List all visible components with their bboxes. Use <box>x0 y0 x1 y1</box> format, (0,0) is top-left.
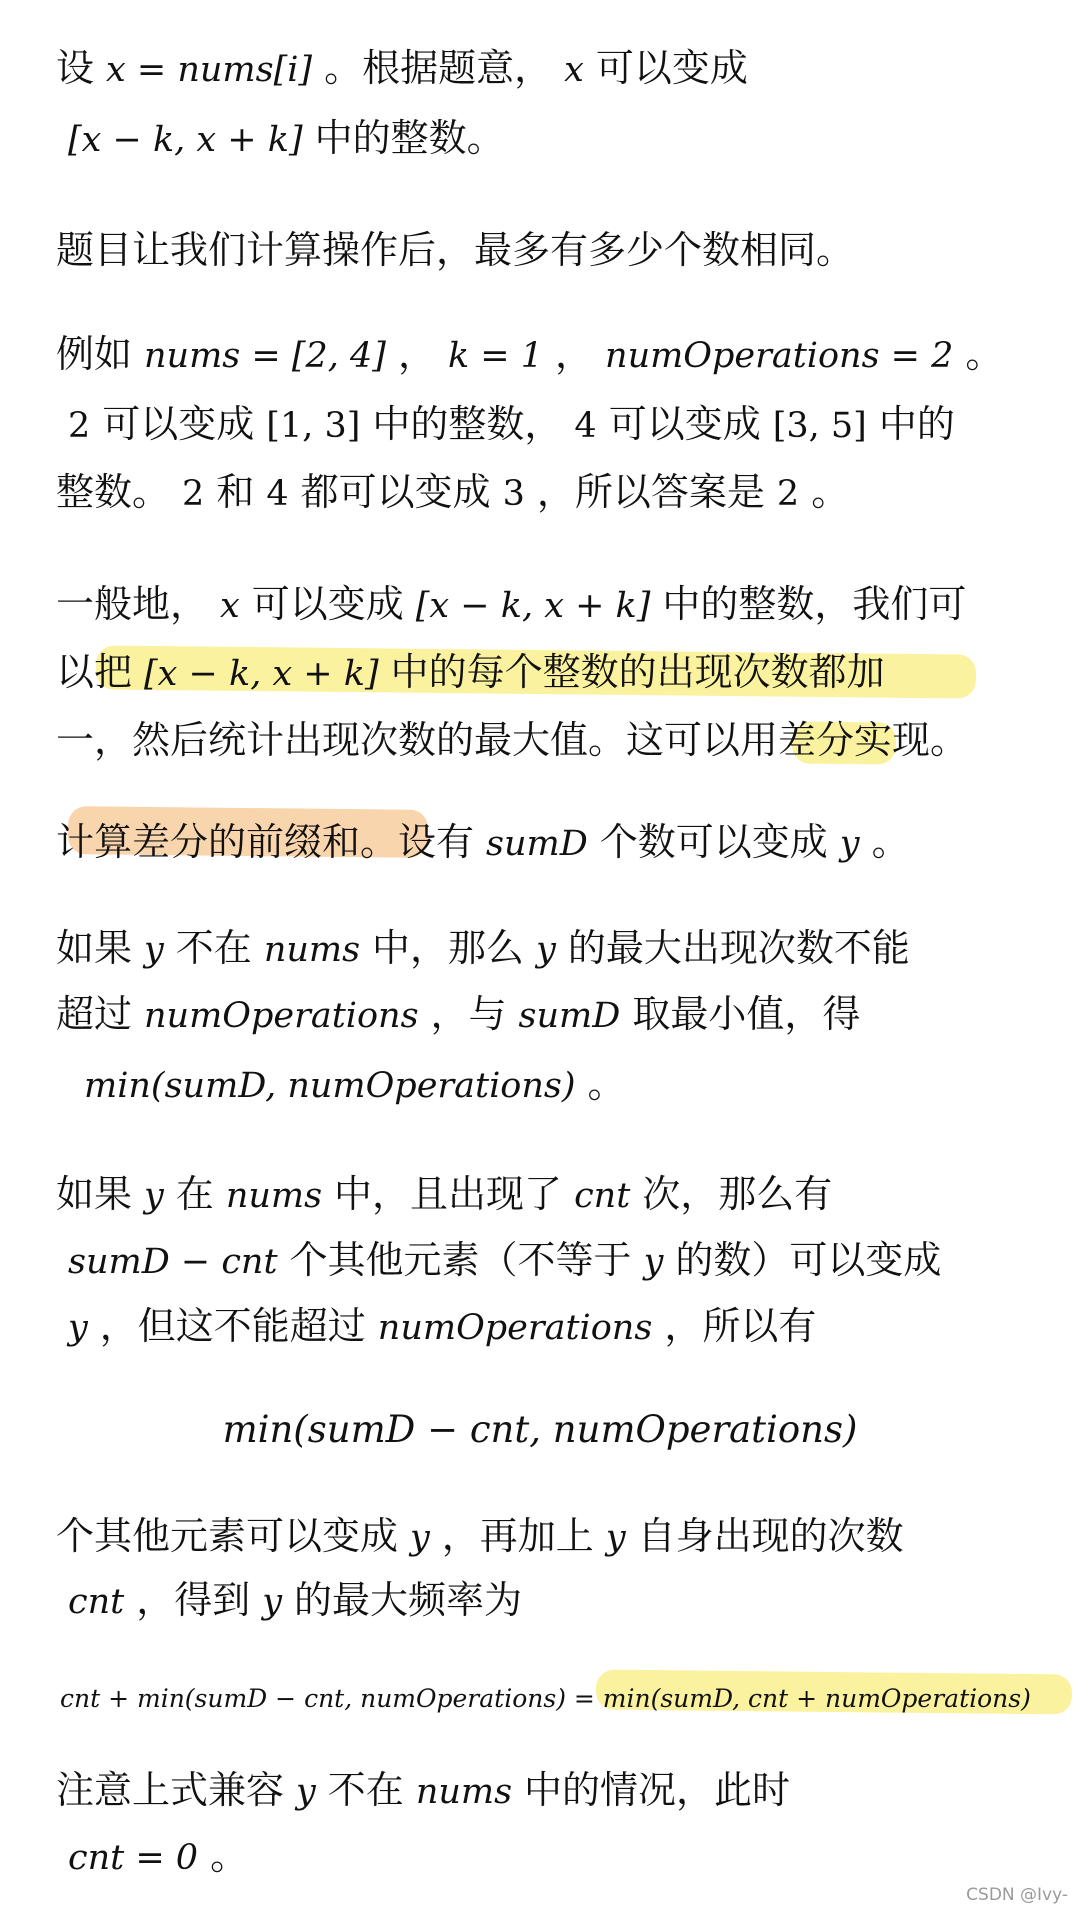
paragraph-line-4: 例如 nums = [2, 4] ， k = 1 ， numOperations = 2 。 <box>56 332 1004 376</box>
paragraph-line-18: 个其他元素可以变成 y ，再加上 y 自身出现的次数 <box>56 1514 904 1558</box>
paragraph-line-16: y ，但这不能超过 numOperations ，所以有 <box>68 1304 817 1348</box>
paragraph-line-12: 超过 numOperations ，与 sumD 取最小值，得 <box>56 992 861 1036</box>
display-equation-1: min(sumD − cnt, numOperations) <box>222 1408 858 1451</box>
paragraph-line-19: cnt ，得到 y 的最大频率为 <box>68 1578 523 1622</box>
paragraph-line-15: sumD − cnt 个其他元素（不等于 y 的数）可以变成 <box>68 1238 942 1282</box>
paragraph-line-13: min(sumD, numOperations) 。 <box>84 1062 626 1106</box>
paragraph-line-1: 设 x = nums[i] 。根据题意， x 可以变成 <box>56 46 748 90</box>
paragraph-line-6: 整数。 2 和 4 都可以变成 3 ，所以答案是 2 。 <box>56 470 850 514</box>
paragraph-line-8: 以把 [x − k, x + k] 中的每个整数的出现次数都加 <box>56 650 885 694</box>
paragraph-line-11: 如果 y 不在 nums 中，那么 y 的最大出现次数不能 <box>56 926 910 970</box>
paragraph-line-5: 2 可以变成 [1, 3] 中的整数， 4 可以变成 [3, 5] 中的 <box>68 402 955 446</box>
paragraph-line-2: [x − k, x + k] 中的整数。 <box>68 116 505 160</box>
paragraph-line-3: 题目让我们计算操作后，最多有多少个数相同。 <box>56 228 855 272</box>
paragraph-line-22: cnt = 0 。 <box>68 1834 249 1878</box>
paragraph-line-21: 注意上式兼容 y 不在 nums 中的情况，此时 <box>56 1768 791 1812</box>
paragraph-line-14: 如果 y 在 nums 中，且出现了 cnt 次，那么有 <box>56 1172 833 1216</box>
paragraph-line-9: 一，然后统计出现次数的最大值。这可以用差分实现。 <box>56 718 969 762</box>
paragraph-line-7: 一般地， x 可以变成 [x − k, x + k] 中的整数，我们可 <box>56 582 967 626</box>
csdn-watermark: CSDN @Ivy- <box>966 1885 1068 1905</box>
display-equation-2: cnt + min(sumD − cnt, numOperations) = min(sumD, cnt + numOperations) <box>60 1684 1031 1713</box>
paragraph-line-10: 计算差分的前缀和。设有 sumD 个数可以变成 y 。 <box>56 820 910 864</box>
